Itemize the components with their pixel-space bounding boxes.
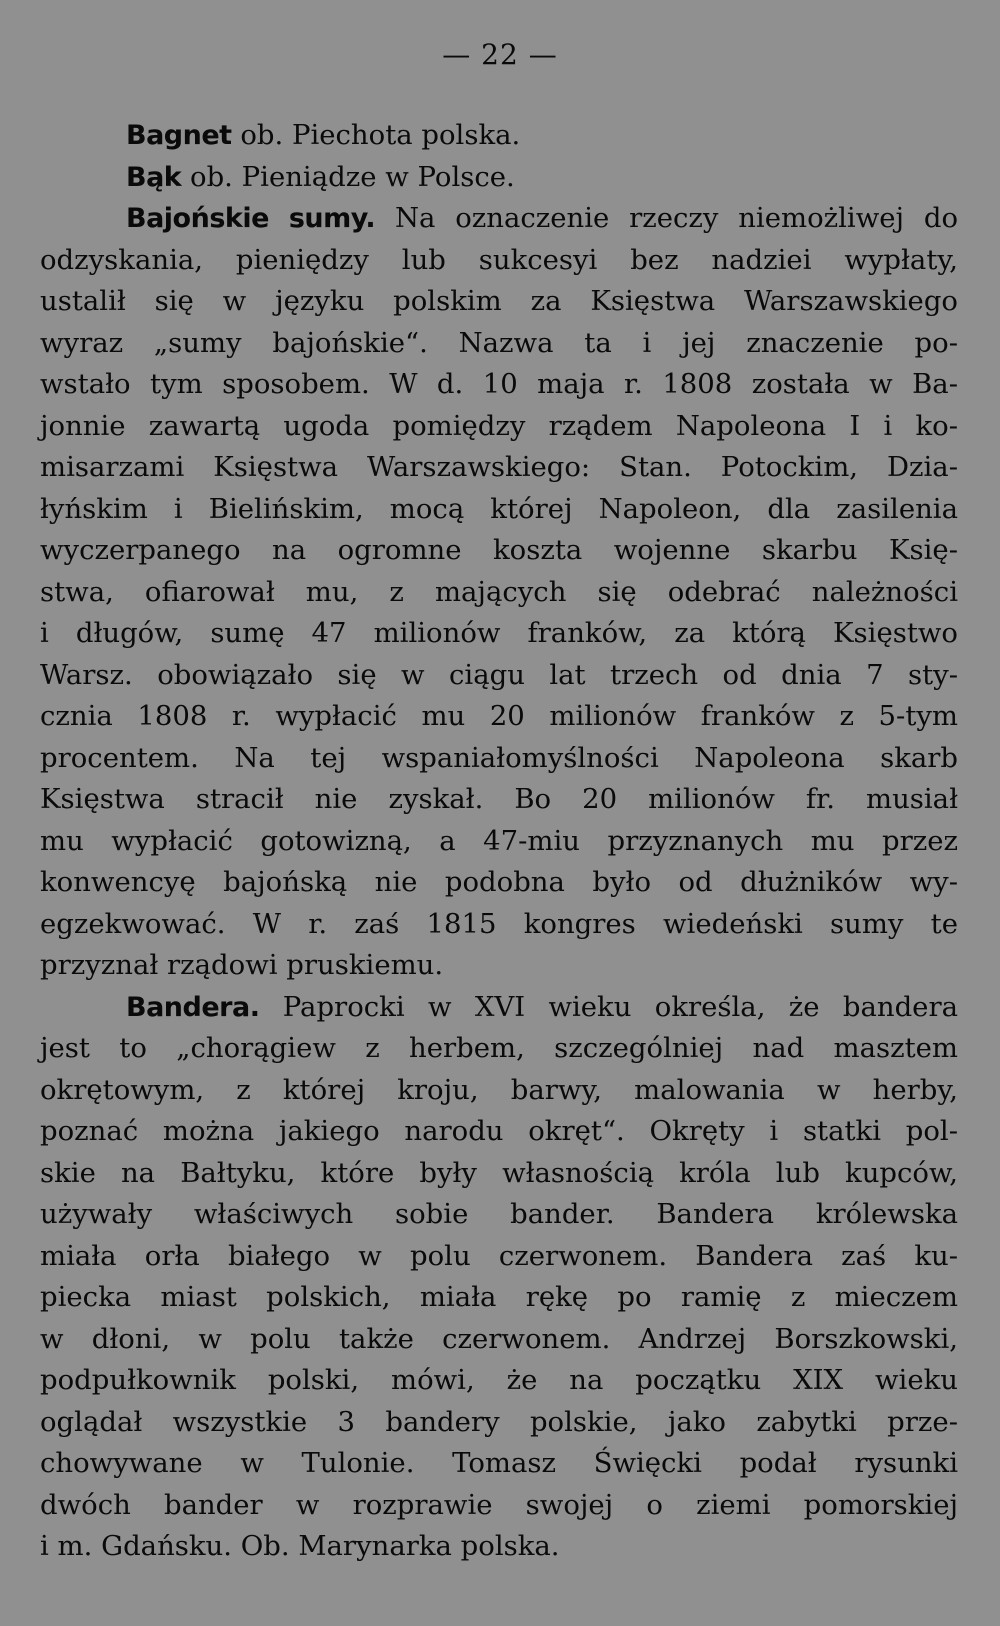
entry-text: Na oznaczenie rzeczy niemożliwej do [375,202,958,234]
entry-lemma: Bąk [126,161,182,193]
entry-bandera [40,987,958,1568]
entry-line: cznia 1808 r. wypłacić mu 20 milionów franków z 5-tym [40,700,958,732]
entry-line: okrętowym, z której kroju, barwy, malowania w herby, [40,1073,958,1106]
entry-text: ob. Piechota polska. [231,119,521,151]
entry-line [126,198,958,240]
entry-line: ustalił się w języku polskim za Księstwa Warszawskiego [40,285,958,317]
entry-line: odzyskania, pieniędzy lub sukcesyi bez nadziei wypłaty, [40,243,958,276]
entry-line: przyznał rządowi pruskiemu. [40,949,444,981]
entry-lemma: Bajońskie sumy. [126,203,376,234]
entry-line: miała orła białego w polu czerwonem. Bandera zaś ku- [40,1239,958,1272]
entry-lemma: Bandera. [126,991,260,1023]
entry-line: i m. Gdańsku. Ob. Marynarka polska. [40,1530,560,1562]
entry-line: wyczerpanego na ogromne koszta wojenne skarbu Księ- [40,534,958,566]
entry-line: jonnie zawartą ugoda pomiędzy rządem Napoleona I i ko- [40,409,958,442]
entry-bak [40,157,958,199]
entry-line: Warsz. obowiązało się w ciągu lat trzech od dnia 7 sty- [40,658,958,691]
entry-line: dwóch bander w rozprawie swojej o ziemi pomorskiej [40,1488,958,1521]
entry-line: konwencyę bajońską nie podobna było od dłużników wy- [40,866,958,898]
entry-text: Paprocki w XVI wieku określa, że bandera [259,990,958,1023]
entry-line: łyńskim i Bielińskim, mocą której Napoleon, dla zasilenia [40,492,958,525]
entry-lemma: Bagnet [126,120,232,151]
entry-line: chowywane w Tulonie. Tomasz Święcki podał rysunki [40,1447,958,1479]
entry-line: oglądał wszystkie 3 bandery polskie, jako zabytki prze- [40,1405,958,1438]
dictionary-text [40,115,958,1568]
entry-line: jest to „chorągiew z herbem, szczególniej nad masztem [40,1032,958,1064]
entry-line: podpułkownik polski, mówi, że na początku XIX wieku [40,1364,958,1396]
page-number: — 22 — [442,38,558,71]
entry-line: piecka miast polskich, miała rękę po ramię z mieczem [40,1281,958,1313]
entry-line [126,157,958,199]
entry-line: używały właściwych sobie bander. Bandera królewska [40,1198,958,1230]
entry-bajonskie-sumy [40,198,958,987]
entry-line: misarzami Księstwa Warszawskiego: Stan. Potockim, Dzia- [40,451,958,483]
entry-line: wyraz „sumy bajońskie“. Nazwa ta i jej znaczenie po- [40,326,958,359]
entry-bagnet [40,115,958,157]
entry-line: egzekwować. W r. zaś 1815 kongres wiedeński sumy te [40,907,958,940]
entry-line: stwa, ofiarował mu, z mających się odebrać należności [40,575,958,608]
entry-text: ob. Pieniądze w Polsce. [181,160,515,193]
entry-line: mu wypłacić gotowizną, a 47-miu przyznanych mu przez [40,824,958,857]
entry-line: i długów, sumę 47 milionów franków, za którą Księstwo [40,617,958,649]
entry-line: w dłoni, w polu także czerwonem. Andrzej Borszkowski, [40,1322,958,1355]
entry-line [126,987,958,1029]
entry-line: procentem. Na tej wspaniałomyślności Napoleona skarb [40,741,958,774]
entry-line [126,115,958,157]
entry-line: skie na Bałtyku, które były własnością króla lub kupców, [40,1156,958,1189]
entry-line: wstało tym sposobem. W d. 10 maja r. 1808 została w Ba- [40,368,958,400]
entry-line: Księstwa stracił nie zyskał. Bo 20 milionów fr. musiał [40,783,958,815]
entry-line: poznać można jakiego narodu okręt“. Okręty i statki pol- [40,1115,958,1147]
